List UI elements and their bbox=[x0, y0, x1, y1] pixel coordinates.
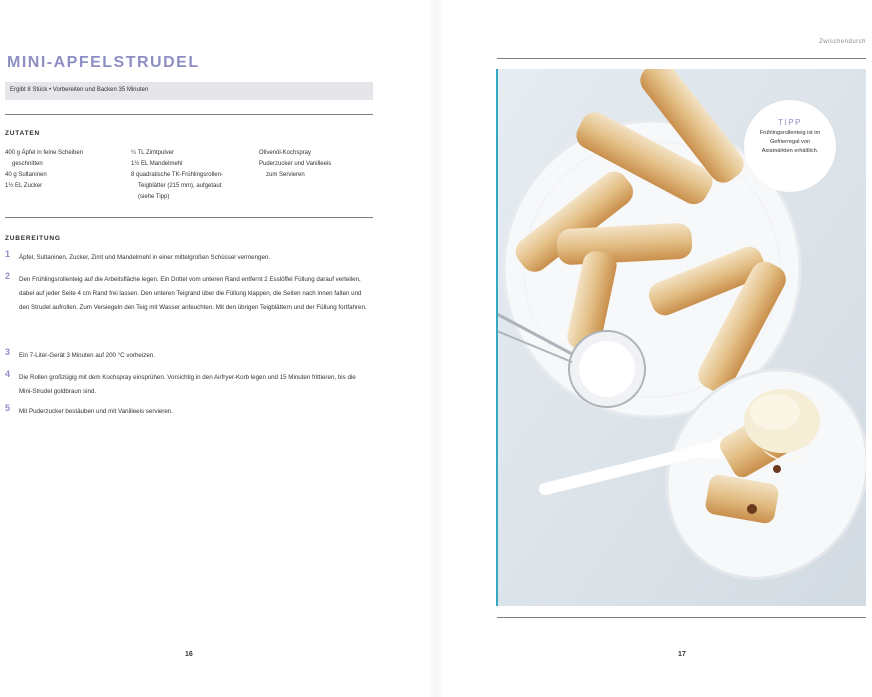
method-step bbox=[5, 405, 370, 419]
ingredient-line: 8 quadratische TK-Frühlingsrollen- bbox=[131, 172, 223, 178]
divider bbox=[497, 58, 866, 59]
ingredient-line: Teigblätter (215 mm), aufgetaut bbox=[138, 183, 222, 189]
yield-text: Ergibt 8 Stück • Vorbereiten und Backen 35 Minuten bbox=[10, 87, 149, 93]
step-number: 1 bbox=[5, 249, 11, 259]
divider bbox=[5, 114, 373, 115]
page-number: 17 bbox=[678, 651, 686, 658]
step-text: Den Frühlingsrollenteig auf die Arbeitsfläche legen. Ein Drittel vom unteren Rand entfernt 2 Esslöffel Füllung darauf verteilen, dabei auf jeder Seite 4 cm Rand frei lassen. Den unteren Teigrand über die Füllung klappen, die Seiten nach innen falten und den Strudel aufrollen. Zum Versiegeln den Teig mit Wasser anfeuchten. Mit den übrigen Teigblättern und der Füllung fortfahren. bbox=[19, 276, 367, 311]
step-text: Mit Puderzucker bestäuben und mit Vanilleeis servieren. bbox=[19, 408, 173, 415]
ingredient-line: 1½ EL Mandelmehl bbox=[131, 161, 183, 167]
method-step bbox=[5, 371, 370, 399]
method-step bbox=[5, 251, 370, 265]
tip-title: TIPP bbox=[778, 118, 802, 127]
yield-bar bbox=[5, 82, 373, 100]
ingredient-line: Olivenöl-Kochspray bbox=[259, 150, 312, 156]
ingredient-line: 40 g Sultaninen bbox=[5, 172, 47, 178]
page-number: 16 bbox=[185, 651, 193, 658]
ingredient-line: geschnitten bbox=[12, 161, 43, 167]
step-number: 4 bbox=[5, 369, 11, 379]
photo-edge-accent bbox=[496, 69, 498, 606]
step-number: 5 bbox=[5, 403, 11, 413]
ingredients-column-2 bbox=[131, 148, 223, 203]
step-text: Äpfel, Sultaninen, Zucker, Zimt und Mandelmehl in einer mittelgroßen Schüssel vermengen. bbox=[19, 254, 271, 261]
running-head: Zwischendurch bbox=[819, 39, 866, 45]
step-text: Die Rollen großzügig mit dem Kochspray einsprühen. Vorsichtig in den Airfryer-Korb legen und 15 Minuten frittieren, bis die Mini-Strudel goldbraun sind. bbox=[19, 374, 356, 395]
ingredients-column-3 bbox=[259, 148, 331, 181]
ingredient-line: Puderzucker und Vanilleeis bbox=[259, 161, 332, 167]
ingredients-column-1 bbox=[5, 148, 83, 192]
ingredient-line: 400 g Äpfel in feine Scheiben bbox=[5, 150, 84, 156]
step-text: Ein 7-Liter-Gerät 3 Minuten auf 200 °C vorheizen. bbox=[19, 352, 155, 359]
recipe-title: MINI-APFELSTRUDEL bbox=[7, 54, 200, 71]
divider bbox=[497, 617, 866, 618]
method-step bbox=[5, 273, 370, 315]
step-number: 2 bbox=[5, 271, 11, 281]
step-number: 3 bbox=[5, 347, 11, 357]
ingredient-line: ¼ TL Zimtpulver bbox=[131, 150, 175, 156]
ingredient-line: (siehe Tipp) bbox=[138, 194, 170, 200]
divider bbox=[5, 217, 373, 218]
method-heading: ZUBEREITUNG bbox=[5, 235, 61, 242]
ingredients-heading: ZUTATEN bbox=[5, 130, 40, 137]
ingredient-line: zum Servieren bbox=[266, 172, 305, 178]
right-page bbox=[436, 0, 872, 697]
method-step bbox=[5, 349, 370, 363]
tip-text: Frühlingsrollenteig ist im Gefrierregal von Asiamärkten erhältlich. bbox=[759, 130, 821, 154]
ingredient-line: 1½ EL Zucker bbox=[5, 183, 43, 189]
tip-badge bbox=[744, 100, 836, 192]
